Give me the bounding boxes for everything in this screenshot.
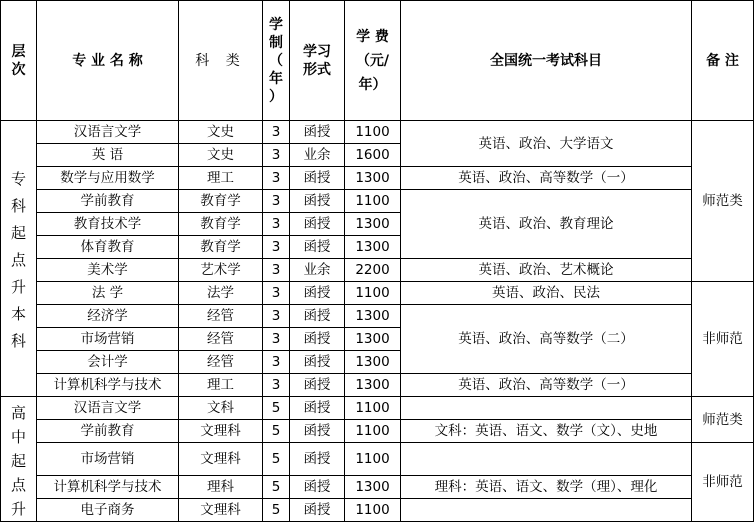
cell-fee: 1300 (345, 328, 401, 351)
cell-years: 5 (263, 499, 290, 522)
cell-mode: 函授 (290, 167, 345, 190)
cell-exam: 英语、政治、大学语文 (401, 121, 692, 167)
cell-years: 3 (263, 167, 290, 190)
cell-fee: 1300 (345, 167, 401, 190)
header-major: 专 业 名 称 (37, 1, 179, 121)
cell-fee: 1300 (345, 351, 401, 374)
cell-years: 3 (263, 236, 290, 259)
table-row (1, 443, 754, 476)
cell-fee: 1100 (345, 443, 401, 476)
cell-fee: 1100 (345, 121, 401, 144)
cell-exam-empty (401, 499, 692, 522)
cell-category: 理工 (179, 374, 263, 397)
table-row (1, 420, 754, 443)
cell-exam: 理科：英语、语文、数学（理）、理化 (401, 476, 692, 499)
cell-major: 电子商务 (37, 499, 179, 522)
cell-category: 文理科 (179, 499, 263, 522)
table-row (1, 397, 754, 420)
header-fee: 学 费 （元/ 年） (345, 1, 401, 121)
level-zsb: 专 科 起 点 升 本 科 (1, 121, 37, 397)
cell-mode: 函授 (290, 236, 345, 259)
cell-major: 学前教育 (37, 420, 179, 443)
cell-category: 经管 (179, 305, 263, 328)
header-row (1, 1, 754, 121)
cell-remark: 师范类 (692, 121, 754, 282)
cell-fee: 1100 (345, 420, 401, 443)
header-exam: 全国统一考试科目 (401, 1, 692, 121)
cell-exam: 英语、政治、民法 (401, 282, 692, 305)
cell-major: 教育技术学 (37, 213, 179, 236)
header-remark: 备 注 (692, 1, 754, 121)
cell-mode: 函授 (290, 351, 345, 374)
cell-category: 文史 (179, 144, 263, 167)
table-row (1, 259, 754, 282)
cell-years: 5 (263, 443, 290, 476)
cell-category: 文史 (179, 121, 263, 144)
cell-exam: 英语、政治、高等数学（一） (401, 374, 692, 397)
table-row (1, 476, 754, 499)
table-row (1, 282, 754, 305)
cell-category: 艺术学 (179, 259, 263, 282)
cell-category: 教育学 (179, 236, 263, 259)
cell-fee: 1600 (345, 144, 401, 167)
cell-category: 理科 (179, 476, 263, 499)
header-level: 层 次 (1, 1, 37, 121)
cell-years: 3 (263, 121, 290, 144)
cell-major: 计算机科学与技术 (37, 476, 179, 499)
cell-fee: 1100 (345, 499, 401, 522)
cell-years: 3 (263, 213, 290, 236)
cell-major: 数学与应用数学 (37, 167, 179, 190)
cell-exam-empty (401, 443, 692, 476)
cell-major: 市场营销 (37, 443, 179, 476)
cell-fee: 2200 (345, 259, 401, 282)
cell-years: 5 (263, 476, 290, 499)
cell-remark: 师范类 (692, 397, 754, 443)
cell-mode: 函授 (290, 374, 345, 397)
cell-mode: 函授 (290, 121, 345, 144)
cell-years: 3 (263, 144, 290, 167)
cell-exam: 英语、政治、高等数学（二） (401, 305, 692, 374)
cell-category: 文理科 (179, 443, 263, 476)
cell-exam: 英语、政治、高等数学（一） (401, 167, 692, 190)
cell-mode: 业余 (290, 144, 345, 167)
cell-major: 汉语言文学 (37, 121, 179, 144)
table-row (1, 374, 754, 397)
cell-major: 学前教育 (37, 190, 179, 213)
cell-years: 3 (263, 305, 290, 328)
cell-mode: 函授 (290, 328, 345, 351)
cell-major: 市场营销 (37, 328, 179, 351)
table-row (1, 190, 754, 213)
cell-mode: 函授 (290, 213, 345, 236)
level-gqs: 高 中 起 点 升 (1, 397, 37, 522)
cell-major: 会计学 (37, 351, 179, 374)
cell-fee: 1300 (345, 374, 401, 397)
cell-category: 教育学 (179, 190, 263, 213)
table-row (1, 121, 754, 144)
cell-major: 法 学 (37, 282, 179, 305)
cell-mode: 函授 (290, 397, 345, 420)
table-row (1, 499, 754, 522)
cell-mode: 函授 (290, 420, 345, 443)
cell-fee: 1100 (345, 190, 401, 213)
cell-years: 3 (263, 190, 290, 213)
cell-years: 3 (263, 259, 290, 282)
cell-category: 法学 (179, 282, 263, 305)
cell-remark: 非师范 (692, 443, 754, 522)
table-row (1, 305, 754, 328)
cell-remark: 非师范 (692, 282, 754, 397)
cell-exam: 英语、政治、艺术概论 (401, 259, 692, 282)
header-duration: 学 制 （ 年 ） (263, 1, 290, 121)
cell-years: 3 (263, 282, 290, 305)
cell-major: 计算机科学与技术 (37, 374, 179, 397)
header-mode: 学习 形式 (290, 1, 345, 121)
cell-fee: 1100 (345, 282, 401, 305)
cell-mode: 函授 (290, 282, 345, 305)
cell-category: 文理科 (179, 420, 263, 443)
cell-years: 5 (263, 420, 290, 443)
table-row (1, 167, 754, 190)
cell-mode: 函授 (290, 305, 345, 328)
cell-years: 3 (263, 328, 290, 351)
cell-exam: 文科：英语、语文、数学（文）、史地 (401, 420, 692, 443)
cell-mode: 函授 (290, 443, 345, 476)
cell-fee: 1300 (345, 305, 401, 328)
cell-major: 经济学 (37, 305, 179, 328)
cell-years: 5 (263, 397, 290, 420)
cell-years: 3 (263, 374, 290, 397)
header-category: 科 类 (179, 1, 263, 121)
cell-category: 经管 (179, 351, 263, 374)
cell-category: 理工 (179, 167, 263, 190)
cell-major: 美术学 (37, 259, 179, 282)
cell-major: 汉语言文学 (37, 397, 179, 420)
cell-fee: 1100 (345, 397, 401, 420)
cell-major: 英 语 (37, 144, 179, 167)
cell-fee: 1300 (345, 236, 401, 259)
cell-category: 教育学 (179, 213, 263, 236)
cell-major: 体育教育 (37, 236, 179, 259)
cell-exam-empty (401, 397, 692, 420)
cell-category: 文科 (179, 397, 263, 420)
cell-years: 3 (263, 351, 290, 374)
cell-mode: 业余 (290, 259, 345, 282)
cell-fee: 1300 (345, 476, 401, 499)
cell-mode: 函授 (290, 476, 345, 499)
cell-fee: 1300 (345, 213, 401, 236)
cell-mode: 函授 (290, 499, 345, 522)
cell-mode: 函授 (290, 190, 345, 213)
cell-exam: 英语、政治、教育理论 (401, 190, 692, 259)
cell-category: 经管 (179, 328, 263, 351)
